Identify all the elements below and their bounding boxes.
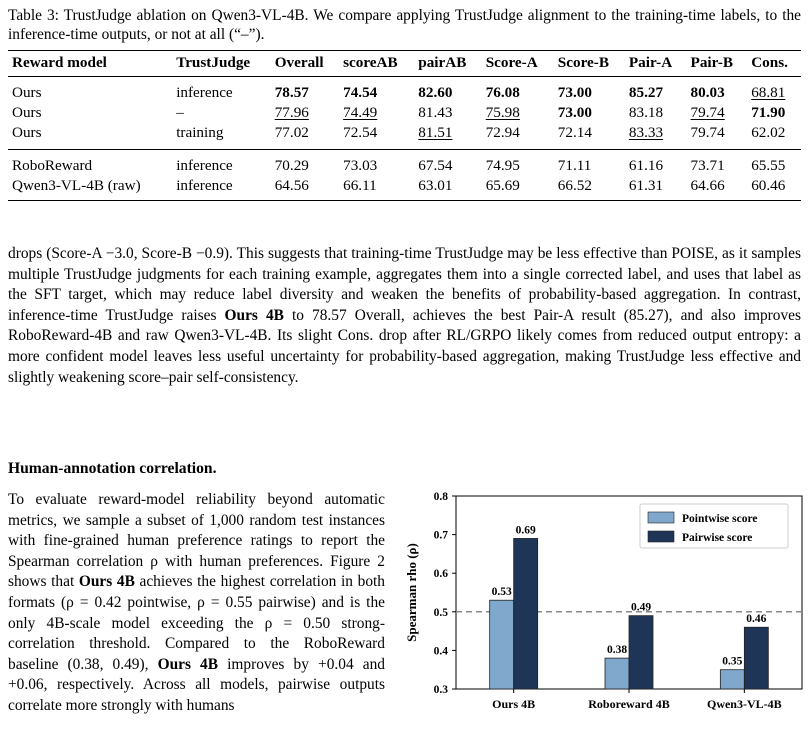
cell-value: 73.00 — [557, 104, 592, 121]
cell-value: 81.51 — [414, 123, 481, 150]
cell-model: Qwen3-VL-4B (raw) — [8, 176, 172, 201]
data-label: 0.53 — [491, 586, 512, 599]
cell-value: 82.60 — [418, 84, 453, 101]
col-header: pairAB — [414, 51, 481, 77]
y-tick-label: 0.4 — [433, 645, 448, 658]
col-header: Score-B — [554, 51, 625, 77]
cell-trustjudge: – — [176, 104, 184, 121]
y-tick-label: 0.3 — [433, 684, 448, 696]
cell-trustjudge: training — [172, 123, 271, 150]
cell-value: 71.90 — [751, 104, 786, 121]
cell-model: Ours — [12, 84, 42, 101]
cell-value: 65.55 — [751, 157, 786, 174]
body-paragraph — [8, 490, 385, 732]
data-label: 0.46 — [746, 613, 767, 626]
x-tick-label: Ours 4B — [492, 697, 536, 711]
table-row — [8, 77, 801, 104]
body-emphasis: Ours 4B — [78, 573, 135, 591]
cell-value: 79.74 — [687, 123, 748, 150]
cell-model: Ours — [8, 123, 172, 150]
y-tick-label: 0.6 — [433, 568, 448, 581]
cell-value: 83.18 — [628, 104, 664, 121]
table-row — [8, 123, 801, 150]
col-header: Pair-A — [625, 51, 687, 77]
body-emphasis: Ours 4B — [157, 655, 219, 673]
cell-value: 81.43 — [418, 104, 453, 121]
body-text: drops (Score-A −3.0, Score-B −0.9). This suggests that training-time TrustJudge may be less effective than POISE, as it samples multiple TrustJudge judgments for each training example, aggregates them into a single corrected label, and uses that label as the SFT target, which may reduce label diversity and weaken the benefits of probability-based aggregation. In contrast, inference-time TrustJudge raises — [8, 245, 801, 324]
table-caption: Table 3: TrustJudge ablation on Qwen3-VL-4B. We compare applying TrustJudge alignment to the training-time labels, to the inference-time outputs, or not at all (“–”). — [8, 7, 801, 43]
cell-value: 72.54 — [339, 123, 414, 150]
y-axis-label: Spearman rho (ρ) — [404, 543, 419, 642]
data-label: 0.35 — [722, 655, 743, 668]
cell-value: 60.46 — [747, 176, 801, 201]
cell-value: 61.16 — [628, 157, 664, 174]
table-row — [8, 176, 801, 201]
table-row — [8, 103, 801, 123]
col-header: Reward model — [8, 51, 172, 77]
body-text: to 78.57 Overall, achieves the best Pair-A result (85.27), and also improves RoboReward-4B and raw Qwen3-VL-4B. Its slight Cons. drop after RL/GRPO likely comes from reduced output entropy: a more confident model leaves less useful uncertainty for probability-based aggregation, making TrustJudge less effective and slightly weakening score–pair self-consistency. — [8, 306, 801, 386]
data-label: 0.69 — [515, 524, 536, 537]
cell-trustjudge: inference — [176, 84, 233, 101]
cell-value: 73.71 — [690, 157, 725, 174]
data-label: 0.38 — [606, 644, 628, 657]
cell-value: 74.95 — [485, 157, 520, 174]
cell-value: 74.49 — [343, 104, 378, 121]
cell-trustjudge: inference — [172, 176, 271, 201]
cell-trustjudge: inference — [176, 157, 233, 174]
cell-value: 75.98 — [485, 104, 520, 121]
col-header: Pair-B — [687, 51, 748, 77]
cell-model: RoboReward — [12, 157, 93, 174]
y-tick-label: 0.5 — [433, 606, 448, 619]
body-text: improves by +0.04 and +0.06, respectively. Across all models, pairwise outputs correlate more strongly with humans — [8, 655, 385, 714]
legend-label: Pairwise score — [682, 532, 753, 544]
col-header: scoreAB — [339, 51, 414, 77]
cell-value: 66.11 — [339, 176, 414, 201]
legend-swatch — [648, 531, 674, 542]
cell-value: 66.52 — [554, 176, 625, 201]
cell-value: 68.81 — [751, 84, 786, 101]
col-header: TrustJudge — [172, 51, 271, 77]
cell-value: 77.96 — [274, 104, 309, 121]
body-emphasis: Ours 4B — [224, 306, 284, 324]
x-tick-label: Roboreward 4B — [588, 697, 670, 711]
cell-value: 73.03 — [343, 157, 378, 174]
legend-swatch — [648, 512, 674, 523]
cell-value: 65.69 — [482, 176, 554, 201]
bar-pointwise — [720, 670, 744, 689]
cell-value: 64.66 — [687, 176, 748, 201]
table-row — [8, 150, 801, 177]
data-label: 0.49 — [630, 601, 652, 614]
cell-value: 62.02 — [747, 123, 801, 150]
cell-value: 76.08 — [485, 84, 520, 101]
col-header: Score-A — [482, 51, 554, 77]
y-tick-label: 0.7 — [433, 529, 448, 542]
cell-value: 70.29 — [274, 157, 309, 174]
body-text: achieves the highest correlation in both formats (ρ = 0.42 pointwise, ρ = 0.55 pairwise) and is the only 4B-scale model exceeding the ρ = 0.50 strong-correlation threshold. Compared to the RoboReward baseline (0.38, 0.49), — [8, 573, 385, 673]
y-tick-label: 0.8 — [433, 491, 448, 503]
section-heading: Human-annotation correlation. — [8, 460, 217, 477]
cell-value: 64.56 — [271, 176, 339, 201]
results-table — [8, 50, 801, 201]
bar-pairwise — [514, 538, 538, 689]
col-header: Cons. — [747, 51, 801, 77]
cell-value: 67.54 — [418, 157, 453, 174]
cell-value: 74.54 — [343, 84, 378, 101]
cell-value: 85.27 — [628, 84, 664, 101]
cell-value: 71.11 — [557, 157, 592, 174]
cell-value: 78.57 — [274, 84, 309, 101]
cell-value: 63.01 — [414, 176, 481, 201]
body-paragraph — [8, 244, 801, 388]
table-header-row — [8, 51, 801, 77]
spearman-bar-chart — [404, 480, 804, 720]
legend-label: Pointwise score — [682, 513, 758, 525]
cell-value: 83.33 — [625, 123, 687, 150]
cell-value: 73.00 — [557, 84, 592, 101]
cell-model: Ours — [12, 104, 42, 121]
bar-pointwise — [490, 600, 514, 689]
body-text: To evaluate reward-model reliability beyond automatic metrics, we sample a subset of 1,000 random test instances with fine-grained human preference ratings to report the Spearman correlation ρ with human preferences. Figure 2 shows that — [8, 491, 385, 591]
cell-value: 72.14 — [554, 123, 625, 150]
cell-value: 61.31 — [625, 176, 687, 201]
cell-value: 77.02 — [271, 123, 339, 150]
col-header: Overall — [271, 51, 339, 77]
x-tick-label: Qwen3-VL-4B — [706, 697, 782, 711]
bar-pairwise — [744, 627, 768, 689]
cell-value: 79.74 — [690, 104, 725, 121]
bar-pairwise — [629, 616, 653, 689]
cell-value: 80.03 — [690, 84, 725, 101]
cell-value: 72.94 — [482, 123, 554, 150]
bar-pointwise — [605, 658, 629, 689]
